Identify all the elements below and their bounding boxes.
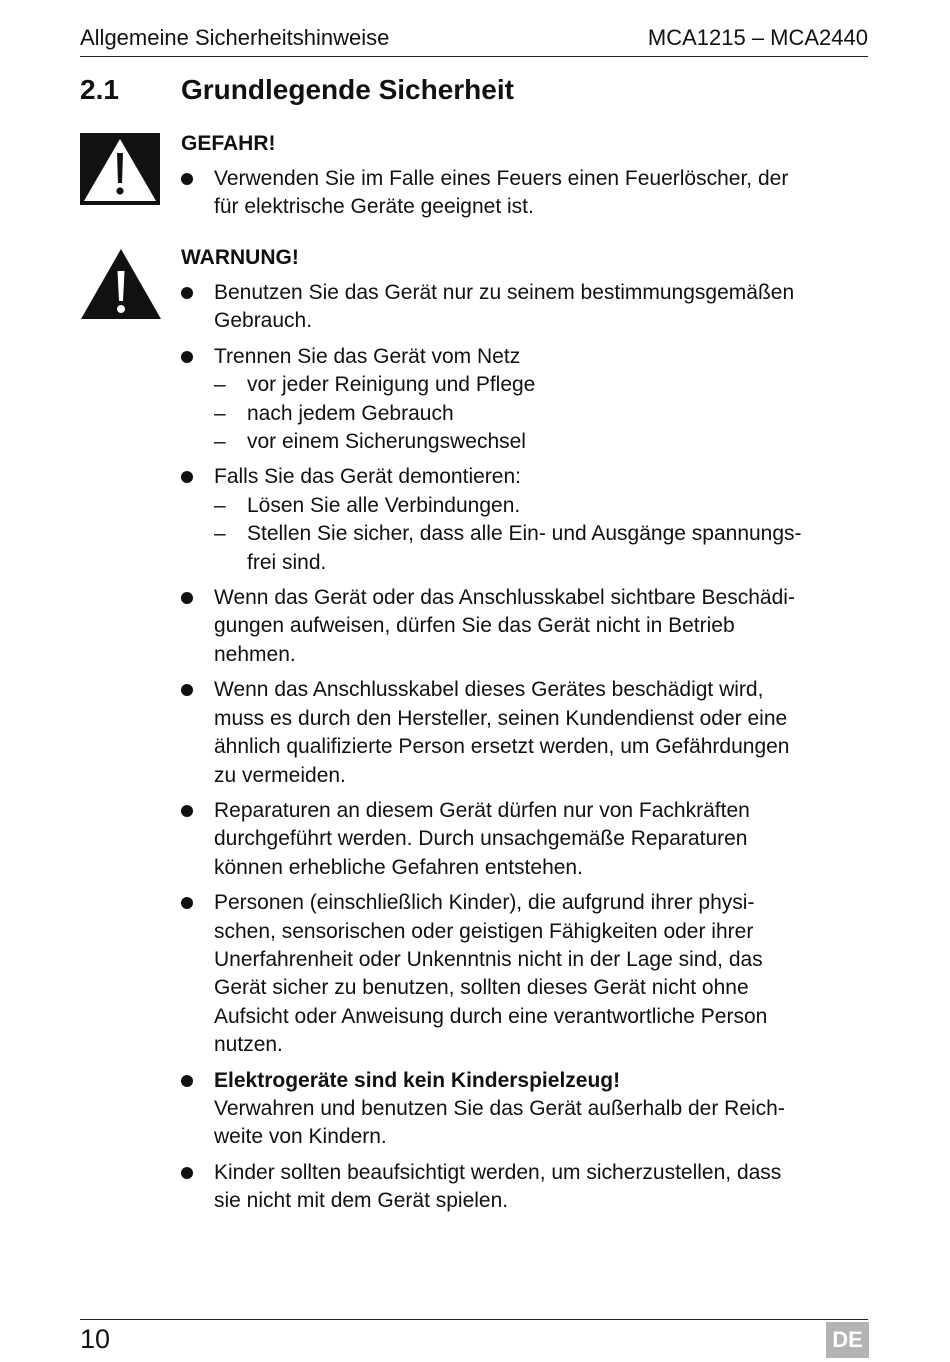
warning-notice	[181, 244, 870, 1223]
list-item-text: Benutzen Sie das Gerät nur zu seinem bestimmungsgemäßen	[214, 281, 795, 304]
list-item-text: Wenn das Gerät oder das Anschlusskabel sichtbare Beschädi-	[214, 586, 795, 610]
list-item-text: weite von Kindern.	[214, 1125, 387, 1149]
warning-list	[181, 279, 870, 1216]
sub-list-item-text: frei sind.	[247, 550, 327, 574]
sub-list-item-text: Lösen Sie alle Verbindungen.	[247, 493, 521, 517]
list-item	[181, 797, 870, 882]
warning-triangle-inverted-icon	[80, 133, 160, 205]
list-item-text: nutzen.	[214, 1033, 283, 1057]
list-item-text: Verwahren und benutzen Sie das Gerät außerhalb der Reich-	[214, 1096, 785, 1120]
list-item	[181, 1159, 870, 1216]
list-item-text: Verwenden Sie im Falle eines Feuers einen Feuerlöscher, der	[214, 167, 789, 190]
danger-list	[181, 165, 870, 222]
sub-list-item	[214, 492, 870, 520]
warning-triangle-icon	[80, 247, 162, 321]
footer-rule	[80, 1319, 868, 1320]
sub-list-item	[214, 400, 870, 428]
danger-heading: GEFAHR!	[181, 132, 276, 155]
page-header	[80, 24, 868, 57]
list-item-text: schen, sensorischen oder geistigen Fähigkeiten oder ihrer	[214, 919, 754, 943]
dash-bullet-icon: –	[214, 522, 226, 546]
section-title: Grundlegende Sicherheit	[181, 74, 514, 105]
list-item-text: Kinder sollten beaufsichtigt werden, um sicherzustellen, dass	[214, 1160, 782, 1184]
section-heading	[80, 72, 514, 108]
list-item-emphasis: Elektrogeräte sind kein Kinderspielzeug!	[214, 1068, 621, 1092]
sub-list-item	[214, 428, 870, 456]
list-item	[181, 676, 870, 790]
page-number: 10	[80, 1324, 111, 1354]
list-item-text: Falls Sie das Gerät demontieren:	[214, 465, 521, 489]
danger-notice	[181, 130, 870, 229]
list-item-text: sie nicht mit dem Gerät spielen.	[214, 1189, 509, 1213]
sub-list-item-text: nach jedem Gebrauch	[247, 401, 454, 425]
list-item-text: ähnlich qualifizierte Person ersetzt werden, um Gefährdungen	[214, 735, 790, 759]
sub-list-item-text: vor jeder Reinigung und Pflege	[247, 373, 536, 397]
dash-bullet-icon: –	[214, 373, 226, 397]
list-item	[181, 463, 870, 577]
list-item-text: Gerät sicher zu benutzen, sollten dieses Gerät nicht ohne	[214, 976, 749, 1000]
list-item-text: Unerfahrenheit oder Unkenntnis nicht in der Lage sind, das	[214, 947, 763, 971]
header-model-range: MCA1215 – MCA2440	[647, 25, 868, 50]
list-item	[181, 165, 870, 222]
sub-list-item	[214, 371, 870, 399]
list-item-text: muss es durch den Hersteller, seinen Kundendienst oder eine	[214, 706, 788, 730]
dash-bullet-icon: –	[214, 493, 226, 517]
sub-list-item	[214, 520, 870, 577]
header-section-label: Allgemeine Sicherheitshinweise	[80, 25, 390, 50]
list-item	[181, 584, 870, 669]
list-item	[181, 889, 870, 1059]
dash-bullet-icon: –	[214, 430, 226, 454]
language-badge: DE	[826, 1322, 869, 1358]
list-item-text: Trennen Sie das Gerät vom Netz	[214, 344, 521, 368]
sub-list-item-text: vor einem Sicherungswechsel	[247, 430, 526, 454]
list-item-text: für elektrische Geräte geeignet ist.	[214, 195, 534, 219]
list-item	[181, 343, 870, 457]
list-item-text: Personen (einschließlich Kinder), die aufgrund ihrer physi-	[214, 891, 755, 915]
sub-list-item-text: Stellen Sie sicher, dass alle Ein- und Ausgänge spannungs-	[247, 522, 802, 546]
list-item-text: durchgeführt werden. Durch unsachgemäße Reparaturen	[214, 827, 748, 851]
list-item-text: nehmen.	[214, 642, 296, 666]
dash-bullet-icon: –	[214, 401, 226, 425]
list-item-text: können erhebliche Gefahren entstehen.	[214, 855, 583, 879]
warning-heading: WARNUNG!	[181, 246, 299, 269]
list-item-text: Reparaturen an diesem Gerät dürfen nur von Fachkräften	[214, 798, 750, 822]
list-item	[181, 279, 870, 336]
list-item-text: gungen aufweisen, dürfen Sie das Gerät nicht in Betrieb	[214, 614, 735, 638]
list-item-text: Wenn das Anschlusskabel dieses Gerätes beschädigt wird,	[214, 678, 764, 702]
list-item-text: zu vermeiden.	[214, 763, 346, 787]
list-item-text: Aufsicht oder Anweisung durch eine verantwortliche Person	[214, 1004, 768, 1028]
list-item-text: Gebrauch.	[214, 309, 313, 333]
list-item	[181, 1067, 870, 1152]
section-number: 2.1	[80, 74, 119, 105]
